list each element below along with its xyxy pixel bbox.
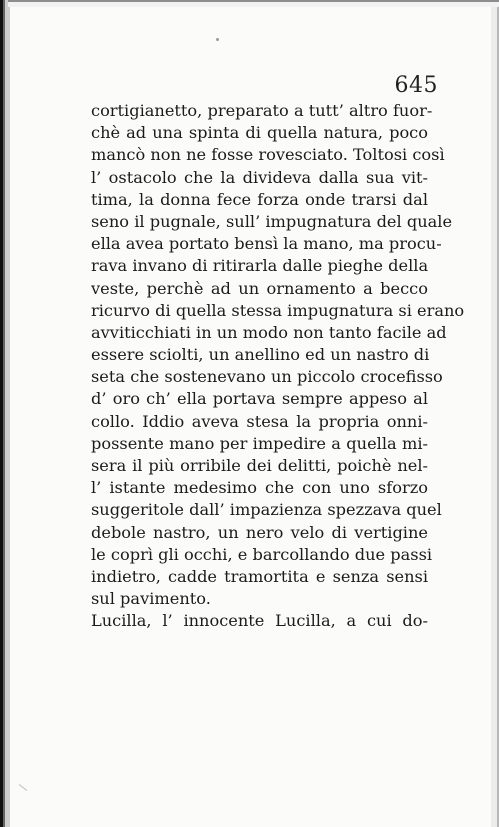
- text-line: mancò non ne fosse rovesciato. Toltosi così: [91, 145, 445, 165]
- text-line: suggeritole dall’ impazienza spezzava quel: [91, 500, 442, 520]
- text-line: debole nastro, un nero velo di vertigine: [91, 522, 428, 542]
- text-line: rava invano di ritirarla dalle pieghe della: [91, 256, 429, 276]
- page-top-edge: [8, 0, 499, 7]
- text-line: collo. Iddio aveva stesa la propria onni-: [91, 411, 428, 431]
- text-line: d’ oro ch’ ella portava sempre appeso al: [91, 389, 428, 409]
- page-right-edge: [491, 0, 499, 827]
- text-line: chè ad una spinta di quella natura, poco: [91, 123, 428, 143]
- text-line: tima, la donna fece forza onde trarsi dal: [91, 189, 428, 209]
- text-line: sul pavimento.: [91, 589, 211, 609]
- main-text: [91, 100, 465, 633]
- text-line: Lucilla, l’ innocente Lucilla, a cui do-: [91, 611, 428, 631]
- text-line: veste, perchè ad un ornamento a becco: [91, 278, 428, 298]
- text-line: l’ istante medesimo che con uno sforzo: [91, 478, 428, 498]
- text-line: ella avea portato bensì la mano, ma procu-: [91, 234, 442, 254]
- paper-speck: [216, 38, 219, 41]
- text-line: sera il più orribile dei delitti, poichè nel-: [91, 456, 428, 475]
- text-line: seno il pugnale, sull’ impugnatura del quale: [91, 211, 453, 231]
- text-line: avviticchiati in un modo non tanto facile ad: [91, 322, 447, 342]
- paper-mark: [19, 784, 27, 791]
- text-line: indietro, cadde tramortita e senza sensi: [91, 566, 428, 586]
- text-line: le coprì gli occhi, e barcollando due passi: [91, 544, 433, 564]
- page-left-edge: [0, 0, 10, 827]
- text-line: ricurvo di quella stessa impugnatura si erano: [91, 300, 465, 320]
- text-line: possente mano per impedire a quella mi-: [91, 433, 428, 453]
- text-line: cortigianetto, preparato a tutt’ altro fuor-: [91, 101, 433, 120]
- text-line: essere sciolti, un anellino ed un nastro di: [91, 345, 430, 365]
- page-number: 645: [394, 73, 438, 98]
- text-line: seta che sostenevano un piccolo crocefisso: [91, 367, 443, 387]
- text-line: l’ ostacolo che la divideva dalla sua vit-: [91, 167, 428, 187]
